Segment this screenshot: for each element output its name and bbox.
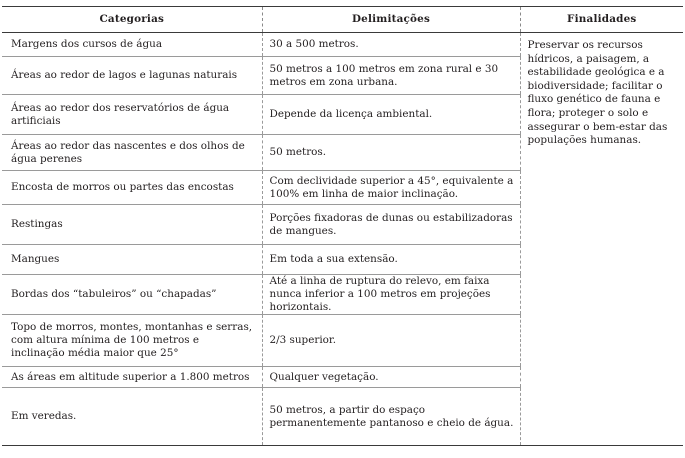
delimitacao-cell: Com declividade superior a 45°, equivalente a 100% em linha de maior inclinação. [262,171,520,205]
delimitacao-cell: 2/3 superior. [262,315,520,367]
categoria-cell: Áreas ao redor de lagos e lagunas naturais [2,57,262,95]
header-categorias: Categorias [2,7,262,33]
categoria-cell: Áreas ao redor das nascentes e dos olhos de água perenes [2,135,262,171]
header-finalidades: Finalidades [520,7,683,33]
delimitacao-cell: 50 metros a 100 metros em zona rural e 30 metros em zona urbana. [262,57,520,95]
categoria-cell: Topo de morros, montes, montanhas e serras, com altura mínima de 100 metros e inclinação média maior que 25° [2,315,262,367]
app-table [2,6,683,446]
delimitacao-cell: Porções fixadoras de dunas ou estabilizadoras de mangues. [262,205,520,245]
categoria-cell: Encosta de morros ou partes das encostas [2,171,262,205]
categoria-cell: Mangues [2,245,262,275]
table-header [2,7,683,33]
finalidades-cell: Preservar os recursos hídricos, a paisagem, a estabilidade geológica e a biodiversidade; facilitar o fluxo genético de fauna e flora; proteger o solo e assegurar o bem-estar das populações humanas. [520,33,683,446]
categoria-cell: Bordas dos “tabuleiros” ou “chapadas” [2,275,262,315]
delimitacao-cell: 30 a 500 metros. [262,33,520,57]
delimitacao-cell: Até a linha de ruptura do relevo, em faixa nunca inferior a 100 metros em projeções horizontais. [262,275,520,315]
categoria-cell: Restingas [2,205,262,245]
header-delimitacoes: Delimitações [262,7,520,33]
categoria-cell: As áreas em altitude superior a 1.800 metros [2,367,262,388]
categoria-cell: Em veredas. [2,388,262,446]
delimitacao-cell: 50 metros, a partir do espaço permanentemente pantanoso e cheio de água. [262,388,520,446]
delimitacao-cell: Qualquer vegetação. [262,367,520,388]
delimitacao-cell: 50 metros. [262,135,520,171]
delimitacao-cell: Depende da licença ambiental. [262,95,520,135]
table-body [2,33,683,446]
categoria-cell: Áreas ao redor dos reservatórios de água artificiais [2,95,262,135]
categoria-cell: Margens dos cursos de água [2,33,262,57]
delimitacao-cell: Em toda a sua extensão. [262,245,520,275]
table-row [2,33,683,57]
